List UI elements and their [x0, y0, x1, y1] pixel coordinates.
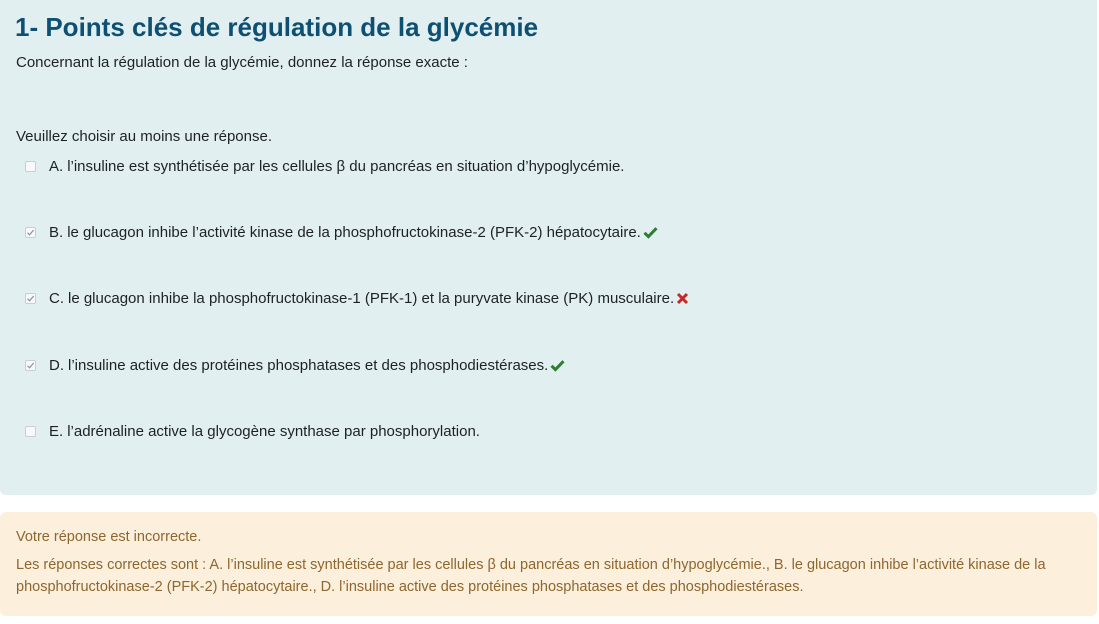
check-icon [550, 359, 565, 372]
checkbox-d[interactable] [25, 360, 36, 371]
option-text: l’insuline est synthétisée par les cellules β du pancréas en situation d’hypoglycémie. [67, 157, 625, 175]
cross-icon [676, 292, 689, 305]
option-letter: B. [49, 223, 64, 241]
feedback-panel [0, 512, 1097, 616]
option-b[interactable] [25, 222, 658, 242]
option-a[interactable] [25, 156, 624, 176]
option-text: le glucagon inhibe la phosphofructokinase-1 (PFK-1) et la puryvate kinase (PK) musculaire. [68, 289, 675, 307]
correct-answer-text: Les réponses correctes sont : A. l’insuline est synthétisée par les cellules β du pancréas en situation d’hypoglycémie., B. le glucagon inhibe l’activité kinase de la phosphofructokinase-2 (PFK-2) hépatocytaire., D. l’insuline active des protéines phosphatases et des phosphodiestérases. [16, 557, 1046, 595]
checkmark-icon [26, 361, 35, 370]
feedback-status: Votre réponse est incorrecte. [16, 529, 202, 545]
checkmark-icon [26, 228, 35, 237]
answer-prompt: Veuillez choisir au moins une réponse. [16, 128, 272, 145]
option-letter: E. [49, 422, 64, 440]
check-icon [643, 226, 658, 239]
option-text: l’insuline active des protéines phosphatases et des phosphodiestérases. [68, 356, 549, 374]
option-letter: A. [49, 157, 64, 175]
checkbox-e[interactable] [25, 426, 36, 437]
checkmark-icon [26, 294, 35, 303]
checkbox-a[interactable] [25, 161, 36, 172]
option-letter: C. [49, 289, 64, 307]
option-d[interactable] [25, 355, 565, 375]
option-text: l’adrénaline active la glycogène synthase par phosphorylation. [67, 422, 480, 440]
question-title: 1- Points clés de régulation de la glycémie [15, 12, 539, 42]
option-c[interactable] [25, 288, 689, 308]
option-e[interactable] [25, 421, 480, 441]
question-text: Concernant la régulation de la glycémie, donnez la réponse exacte : [16, 54, 468, 71]
option-letter: D. [49, 356, 64, 374]
option-text: le glucagon inhibe l’activité kinase de la phosphofructokinase-2 (PFK-2) hépatocytaire. [67, 223, 641, 241]
checkbox-b[interactable] [25, 227, 36, 238]
checkbox-c[interactable] [25, 293, 36, 304]
